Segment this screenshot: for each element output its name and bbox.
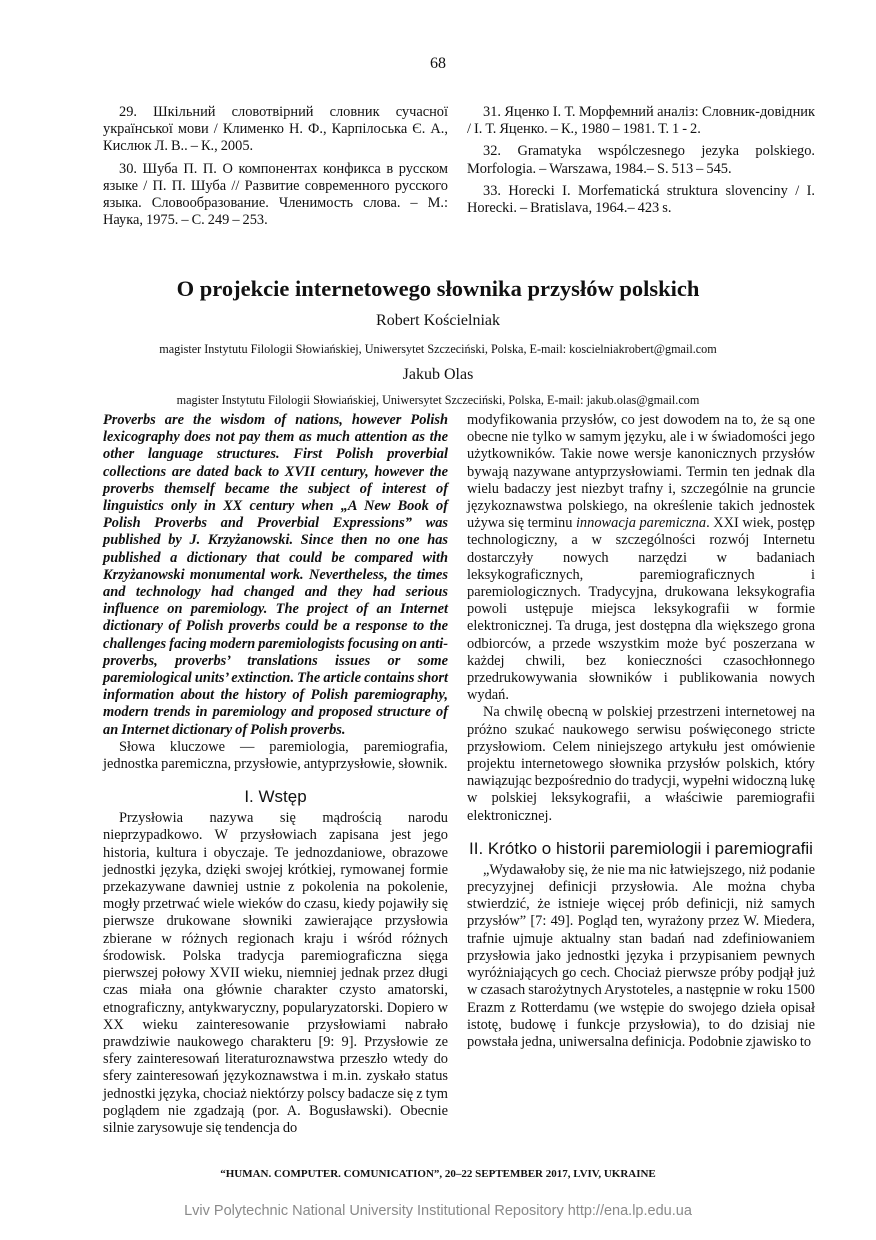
author-affiliation: magister Instytutu Filologii Słowiańskiej, Uniwersytet Szczeciński, Polska, E-mail: koscielniakrobert@gmail.com [159,342,717,356]
text: modyfikowania przysłów, co jest dowodem na to, że są one obecne nie tylko w samym języku, ale i w świadomości jego użytkowników. Takie nowe wersje kanonicznych przysłów bywają nazywane antyprzysłowiami. Termin ten jednak dla wielu badaczy jest niezbyt trafny i, szczególnie na gruncie językoznawstwa polskiego, na określenie takich jednostek używa się terminu [467,412,815,532]
paragraph: Na chwilę obecną w polskiej przestrzeni internetowej na próżno szukać naukowego serwisu poświęconego stricte przysłowiom. Celem niniejszego artykułu jest omówienie projektu internetowego słownika przysłów polskich, który nawiązując bezpośrednio do tradycji, wypełni widoczną lukę w polskiej leksykografii, a właściwie paremiografii elektronicznej. [467,704,815,824]
section-heading: II. Krótko o historii paremiologii i paremiografii [469,838,813,858]
reference-29: 29. Шкільний словотвірний словник сучасної української мови / Клименко Н. Ф., Карпілоська Є. А., Кислюк Л. В.. – К., 2005. [103,104,448,155]
paragraph-continued [467,412,815,704]
paragraph: Przysłowia nazywa się mądrością narodu nieprzypadkowo. W przysłowiach zapisana jest jego historia, kultura i obyczaje. Te jednozdaniowe, obrazowe jednostki języka, dzięki swojej krótkiej, rymowanej formie przekazywane dawniej ustnie z pokolenia na pokolenie, mogły przetrwać wiele wieków do czasu, kiedy pojawiły się pierwsze drukowane słowniki zawierające przysłowia zbierane w różnych regionach kraju i wśród różnych środowisk. Polska tradycja paremiograficzna sięga pierwszej połowy XVII wieku, niemniej jednak przez długi czas miała ona głównie charakter czysto amatorski, etnograficzny, antykwaryczny, popularyzatorski. Dopiero w XX wieku zainteresowanie przysłowiami nabrało prawdziwie naukowego charakteru [9: 9]. Przysłowie ze sfery zainteresowań literaturoznawstwa przeszło wtedy do sfery zainteresowań językoznawstwa i m.in. zyskało status jednostki języka, chociaż niektórzy polscy badacze się z tym poglądem nie zgadzają (por. A. Bogusławski). Obecnie silnie zarysowuje się tendencja do [103,810,448,1136]
section-heading: I. Wstęp [244,787,307,807]
article-title: O projekcie internetowego słownika przysłów polskich [176,276,700,301]
term-emphasis: innowacja paremiczna [575,515,707,532]
reference-30: 30. Шуба П. П. О компонентах конфикса в русском языке / П. П. Шуба // Развитие современного русского языка. Словообразование. Членимость слова. – М.: Наука, 1975. – С. 249 – 253. [103,160,448,229]
paragraph: „Wydawałoby się, że nie ma nic łatwiejszego, niż podanie precyzyjnej definicji przysłowia. Ale można chyba stwierdzić, że istnieje więcej prób definicji, niż samych przysłów” [7: 49]. Pogląd ten, wyrażony przez W. Miedera, trafnie ujmuje aktualny stan badań nad zdefiniowaniem przysłowia jako jednostki języka i przypisaniem pewnych wyróżniających go cech. Chociaż pierwsze próby podjął już w czasach starożytnych Arystoteles, a następnie w roku 1500 Erazm z Rotterdamu (we wstępie do swojego dzieła opisał istotę, budowę i funkcje przysłowia), to do dzisiaj nie powstała jedna, uniwersalna definicja. Podobnie zjawisko to [467,861,815,1050]
abstract: Proverbs are the wisdom of nations, however Polish lexicography does not pay them as much attention as the other language structures. First Polish proverbial collections are dated back to XVII century, however the proverbs themself became the subject of interest of linguistics only in XX century when „A New Book of Polish Proverbs and Proverbial Expressions” was published by J. Krzyżanowski. Since then no one has published a dictionary that could be compared with Krzyżanowski monumental work. Nevertheless, the times and technology had changed and they had serious influence on paremiology. The project of an Internet dictionary of Polish proverbs could be a response to the challenges facing modern paremiologists focusing on anti-proverbs, proverbs’ translations issues or some paremiological units’ extinction. The article contains short information about the history of Polish paremiography, modern trends in paremiology and proposed structure of an Internet dictionary of Polish proverbs. [103,412,449,738]
repository-watermark: Lviv Polytechnic National University Institutional Repository http://ena.lp.edu.ua [184,1203,692,1219]
author-name: Jakub Olas [402,366,474,383]
text: . XXI wiek, postęp technologiczny, a w szczególności rozwój Internetu dostarczyły nowych narzędzi w badaniach leksykograficznych, paremiograficznych i paremiologicznych. Tradycyjna, drukowana leksykografia powoli ustępuje miejsca leksykografii w formie elektronicznej. Ta druga, jest dostępna dla większego grona odbiorców, a przede wszystkim może być poszerzana w każdej chwili, bez konieczności czasochłonnego przedrukowywania słowników i publikowania nowych wydań. [467,515,816,704]
author-name: Robert Kościelniak [376,312,500,329]
references-left [103,104,448,234]
reference-31: 31. Яценко І. Т. Морфемний аналіз: Словник-довідник / І. Т. Яценко. – К., 1980 – 1981. Т. 1 - 2. [467,104,815,138]
reference-33: 33. Horecki I. Morfematická struktura slovenciny / I. Horecki. – Bratislava, 1964.– 423 s. [467,182,815,217]
reference-32: 32. Gramatyka wspólczesnego jezyka polskiego. Morfologia. – Warszawa, 1984.– S. 513 – 545. [467,143,815,177]
right-column [467,412,815,1051]
page-number: 68 [430,55,446,72]
left-column [103,412,448,1137]
references-right [467,104,815,222]
conference-footer: “HUMAN. COMPUTER. COMUNICATION”, 20–22 SEPTEMBER 2017, LVIV, UKRAINE [220,1168,656,1180]
keywords: Słowa kluczowe — paremiologia, paremiografia, jednostka paremiczna, przysłowie, antyprzysłowie, słownik. [103,738,448,773]
author-affiliation: magister Instytutu Filologii Słowiańskiej, Uniwersytet Szczeciński, Polska, E-mail: jakub.olas@gmail.com [176,393,700,407]
